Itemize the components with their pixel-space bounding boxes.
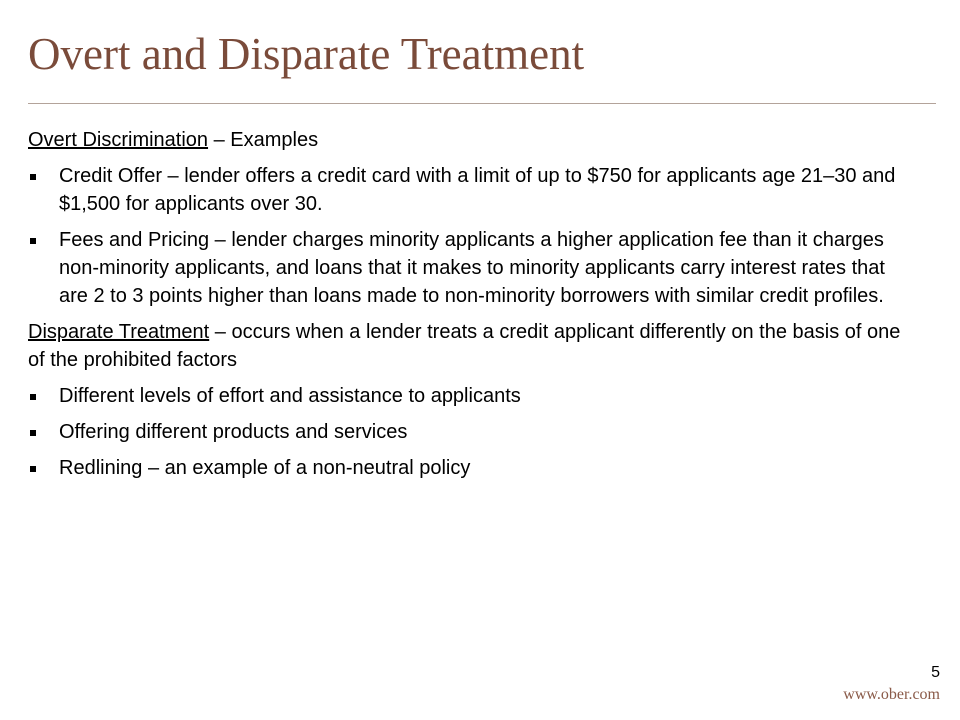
list-item <box>28 162 908 218</box>
section-heading-overt <box>28 126 908 154</box>
footer-url: www.ober.com <box>843 686 940 703</box>
square-bullet-icon <box>30 430 36 436</box>
section-heading-disparate <box>28 318 908 374</box>
section-term: Disparate Treatment <box>28 321 210 343</box>
section-rest: – occurs when a lender treats a credit applicant differently on the basis of one of the prohibited factors <box>28 321 901 371</box>
square-bullet-icon <box>30 394 36 400</box>
square-bullet-icon <box>30 174 36 180</box>
list-item <box>28 418 908 446</box>
bullet-text: Fees and Pricing – lender charges minority applicants a higher application fee than it charges non-minority applicants, and loans that it makes to minority applicants carry interest rates that are 2 to 3 points higher than loans made to non-minority borrowers with similar credit profiles. <box>59 229 885 307</box>
bullet-text: Different levels of effort and assistance to applicants <box>59 385 521 407</box>
section-term: Overt Discrimination <box>28 129 209 151</box>
list-item <box>28 226 908 310</box>
section-rest: – Examples <box>208 129 319 151</box>
list-item <box>28 454 908 482</box>
page-number: 5 <box>931 664 940 681</box>
list-item <box>28 382 908 410</box>
title-divider <box>28 103 936 104</box>
bullet-text: Credit Offer – lender offers a credit card with a limit of up to $750 for applicants age 21–30 and $1,500 for applicants over 30. <box>59 165 896 215</box>
square-bullet-icon <box>30 466 36 472</box>
bullet-text: Redlining – an example of a non-neutral policy <box>59 457 471 479</box>
bullet-list-disparate <box>28 382 908 482</box>
bullet-list-overt <box>28 162 908 310</box>
slide-content <box>28 126 908 490</box>
slide-title: Overt and Disparate Treatment <box>28 29 585 79</box>
square-bullet-icon <box>30 238 36 244</box>
bullet-text: Offering different products and services <box>59 421 408 443</box>
